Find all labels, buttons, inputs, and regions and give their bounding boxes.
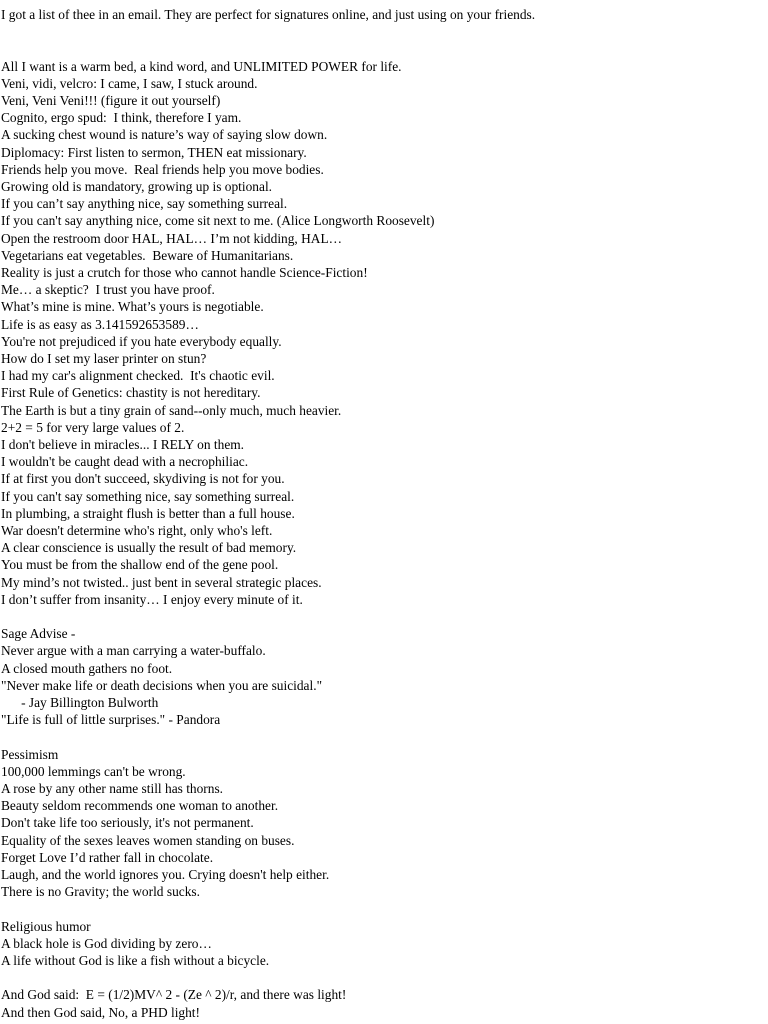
text-line: You must be from the shallow end of the gene pool.	[1, 557, 279, 573]
text-line: The Earth is but a tiny grain of sand--only much, much heavier.	[1, 402, 342, 418]
text-line: Equality of the sexes leaves women standing on buses.	[1, 832, 295, 848]
text-line: Beauty seldom recommends one woman to another.	[1, 798, 279, 814]
text-line: My mind’s not twisted.. just bent in several strategic places.	[1, 574, 322, 590]
text-line: In plumbing, a straight flush is better than a full house.	[1, 505, 295, 521]
text-line: If you can't say something nice, say something surreal.	[1, 488, 295, 504]
text-line: Sage Advise -	[1, 626, 76, 642]
text-line: There is no Gravity; the world sucks.	[1, 884, 200, 900]
text-line: Laugh, and the world ignores you. Crying doesn't help either.	[1, 867, 330, 882]
text-line: And God said: E = (1/2)MV^ 2 - (Ze ^ 2)/r, and there was light!	[1, 987, 347, 1003]
text-line: Pessimism	[1, 746, 59, 762]
text-line: I had my car's alignment checked. It's chaotic evil.	[1, 368, 275, 384]
text-line: Cognito, ergo spud: I think, therefore I yam.	[1, 110, 242, 126]
text-line: How do I set my laser printer on stun?	[1, 351, 207, 366]
text-line: - Jay Billington Bulworth	[1, 695, 159, 710]
text-line: All I want is a warm bed, a kind word, and UNLIMITED POWER for life.	[1, 58, 402, 74]
text-line: If you can’t say anything nice, say something surreal.	[1, 196, 288, 212]
text-line: You're not prejudiced if you hate everybody equally.	[1, 333, 282, 349]
text-line: A rose by any other name still has thorns.	[1, 781, 224, 796]
text-line: War doesn't determine who's right, only who's left.	[1, 523, 273, 538]
text-line: Forget Love I’d rather fall in chocolate.	[1, 849, 214, 865]
text-line: Open the restroom door HAL, HAL… I’m not kidding, HAL…	[1, 230, 343, 246]
text-line: A black hole is God dividing by zero…	[1, 935, 212, 951]
text-line: I don’t suffer from insanity… I enjoy every minute of it.	[1, 591, 303, 607]
text-line: I wouldn't be caught dead with a necrophiliac.	[1, 454, 249, 470]
text-line: A life without God is like a fish without a bicycle.	[1, 953, 270, 968]
text-line: Diplomacy: First listen to sermon, THEN eat missionary.	[1, 144, 307, 160]
text-line: First Rule of Genetics: chastity is not hereditary.	[1, 385, 261, 401]
text-line: A closed mouth gathers no foot.	[1, 660, 173, 676]
text-line: Veni, vidi, velcro: I came, I saw, I stuck around.	[1, 75, 258, 91]
text-line: "Life is full of little surprises." - Pandora	[1, 712, 221, 728]
text-line: Life is as easy as 3.141592653589…	[1, 316, 199, 332]
text-line: Never argue with a man carrying a water-buffalo.	[1, 643, 266, 659]
text-line: "Never make life or death decisions when you are suicidal."	[1, 677, 323, 693]
text-line: Veni, Veni Veni!!! (figure it out yourself)	[1, 93, 221, 108]
text-line: If you can't say anything nice, come sit next to me. (Alice Longworth Roosevelt)	[1, 213, 435, 229]
text-line: And then God said, No, a PHD light!	[1, 1004, 200, 1020]
text-line: What’s mine is mine. What’s yours is negotiable.	[1, 299, 264, 315]
intro-line: I got a list of thee in an email. They are perfect for signatures online, and just using on your friends.	[1, 7, 536, 22]
text-line: 100,000 lemmings can't be wrong.	[1, 763, 186, 779]
text-line: Religious humor	[1, 918, 91, 934]
text-line: 2+2 = 5 for very large values of 2.	[1, 419, 185, 435]
text-line: Friends help you move. Real friends help you move bodies.	[1, 161, 324, 177]
text-line: If at first you don't succeed, skydiving is not for you.	[1, 471, 285, 487]
text-line: Me… a skeptic? I trust you have proof.	[1, 282, 215, 298]
text-line: I don't believe in miracles... I RELY on them.	[1, 437, 245, 452]
text-line: Vegetarians eat vegetables. Beware of Humanitarians.	[1, 247, 294, 263]
text-line: A clear conscience is usually the result of bad memory.	[1, 540, 297, 556]
text-line: Don't take life too seriously, it's not permanent.	[1, 815, 254, 831]
text-line: A sucking chest wound is nature’s way of saying slow down.	[1, 127, 328, 143]
text-line: Reality is just a crutch for those who cannot handle Science-Fiction!	[1, 265, 368, 280]
text-line: Growing old is mandatory, growing up is optional.	[1, 179, 273, 194]
